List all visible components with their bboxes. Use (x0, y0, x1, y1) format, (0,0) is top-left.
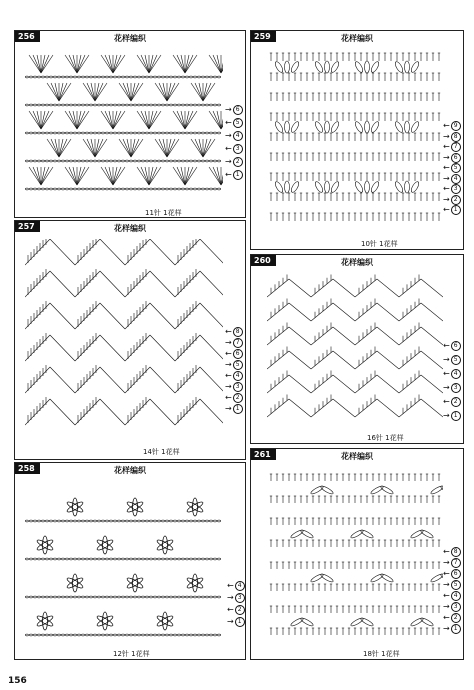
row-label (443, 624, 461, 634)
row-number: 2 (451, 195, 461, 205)
row-label (443, 355, 461, 365)
row-direction-arrow: ← (443, 547, 450, 556)
row-number: 7 (451, 558, 461, 568)
row-label (443, 397, 461, 407)
stitch-repeat-label: 18针 1花样 (363, 650, 400, 658)
row-direction-arrow: → (225, 382, 232, 391)
row-direction-arrow: → (225, 131, 232, 140)
pattern-number: 258 (15, 463, 40, 474)
row-number: 4 (233, 131, 243, 141)
row-direction-arrow: ← (443, 341, 450, 350)
row-number: 4 (451, 591, 461, 601)
row-label (443, 174, 461, 184)
row-direction-arrow: → (227, 617, 234, 626)
row-direction-arrow: ← (443, 569, 450, 578)
pattern-panel-257 (14, 220, 246, 460)
row-direction-arrow: ← (227, 581, 234, 590)
row-number: 6 (451, 569, 461, 579)
row-label (443, 163, 461, 173)
pattern-panel-258 (14, 462, 246, 660)
stitch-diagram (267, 269, 443, 429)
row-label (443, 153, 461, 163)
row-direction-arrow: ← (225, 349, 232, 358)
row-direction-arrow: ← (225, 327, 232, 336)
row-number: 2 (451, 397, 461, 407)
row-direction-arrow: ← (443, 121, 450, 130)
row-number: 3 (451, 184, 461, 194)
pattern-number: 259 (251, 31, 276, 42)
row-direction-arrow: ← (443, 142, 450, 151)
row-label (443, 602, 461, 612)
row-label (443, 411, 461, 421)
row-direction-arrow: ← (443, 205, 450, 214)
row-number: 6 (451, 341, 461, 351)
stitch-repeat-label: 12针 1花样 (113, 650, 150, 658)
row-number: 1 (233, 170, 243, 180)
row-direction-arrow: → (225, 105, 232, 114)
row-label (225, 371, 243, 381)
row-direction-arrow: ← (227, 605, 234, 614)
pattern-title: 花样编织 (114, 224, 146, 233)
row-direction-arrow: → (443, 131, 450, 141)
stitch-diagram (267, 45, 443, 229)
row-number: 4 (451, 369, 461, 379)
row-direction-arrow: → (443, 383, 450, 392)
stitch-diagram (25, 45, 223, 197)
row-number: 8 (233, 327, 243, 337)
row-number: 4 (235, 581, 245, 591)
row-direction-arrow: → (443, 558, 450, 567)
pattern-title: 花样编织 (341, 452, 373, 461)
row-number: 5 (451, 163, 461, 173)
stitch-repeat-label: 14针 1花样 (143, 448, 180, 456)
row-label (227, 605, 245, 615)
row-number: 3 (233, 382, 243, 392)
stitch-diagram (25, 479, 223, 641)
row-number: 3 (451, 383, 461, 393)
crochet-chart (25, 479, 223, 641)
row-label (443, 142, 461, 152)
row-label (443, 341, 461, 351)
pattern-number: 256 (15, 31, 40, 42)
row-label (443, 184, 461, 194)
row-label (227, 581, 245, 591)
pattern-panel-256 (14, 30, 246, 218)
row-direction-arrow: → (443, 355, 450, 364)
row-number: 3 (235, 593, 245, 603)
row-label (225, 338, 243, 348)
row-label (443, 205, 461, 215)
row-label (225, 131, 243, 141)
row-direction-arrow: → (443, 580, 450, 589)
row-label (225, 393, 243, 403)
row-number: 3 (233, 144, 243, 154)
pattern-number: 260 (251, 255, 276, 266)
stitch-diagram (25, 239, 223, 439)
row-number: 5 (451, 580, 461, 590)
row-number: 1 (451, 205, 461, 215)
pattern-title: 花样编织 (341, 34, 373, 43)
pattern-title: 花样编织 (114, 34, 146, 43)
row-direction-arrow: → (443, 602, 450, 611)
row-label (443, 558, 461, 568)
row-direction-arrow: ← (225, 393, 232, 402)
row-direction-arrow: → (443, 624, 450, 633)
pattern-title: 花样编织 (114, 466, 146, 475)
row-label (225, 349, 243, 359)
row-direction-arrow: → (225, 404, 232, 413)
crochet-chart (25, 239, 223, 439)
row-label (227, 593, 245, 603)
row-label (225, 382, 243, 392)
row-number: 2 (233, 393, 243, 403)
row-number: 6 (233, 349, 243, 359)
row-direction-arrow: ← (443, 369, 450, 378)
row-direction-arrow: ← (443, 163, 450, 172)
stitch-diagram (267, 463, 443, 645)
row-number: 2 (233, 157, 243, 167)
row-number: 7 (451, 142, 461, 152)
crochet-chart (267, 269, 443, 429)
row-direction-arrow: ← (443, 397, 450, 406)
row-label (225, 170, 243, 180)
row-label (443, 569, 461, 579)
row-number: 5 (451, 355, 461, 365)
row-label (225, 144, 243, 154)
row-number: 9 (451, 121, 461, 131)
row-direction-arrow: ← (443, 184, 450, 193)
stitch-repeat-label: 10针 1花样 (361, 240, 398, 248)
row-direction-arrow: → (225, 157, 232, 166)
row-label (443, 383, 461, 393)
row-number: 1 (451, 411, 461, 421)
row-label (227, 617, 245, 627)
row-direction-arrow: → (443, 411, 450, 420)
crochet-chart (267, 463, 443, 645)
row-direction-arrow: → (225, 360, 232, 369)
row-label (225, 327, 243, 337)
row-number: 8 (451, 132, 461, 142)
row-direction-arrow: ← (225, 371, 232, 380)
row-label (225, 105, 243, 115)
pattern-number: 257 (15, 221, 40, 232)
row-number: 1 (235, 617, 245, 627)
row-number: 3 (451, 602, 461, 612)
crochet-chart (267, 45, 443, 229)
row-label (443, 547, 461, 557)
row-label (443, 121, 461, 131)
row-label (443, 132, 461, 142)
pattern-panel-260 (250, 254, 464, 444)
row-number: 5 (233, 118, 243, 128)
row-label (443, 613, 461, 623)
row-number: 1 (451, 624, 461, 634)
pattern-number: 261 (251, 449, 276, 460)
row-direction-arrow: → (225, 338, 232, 347)
pattern-panel-259 (250, 30, 464, 250)
row-direction-arrow: ← (225, 144, 232, 153)
row-number: 2 (451, 613, 461, 623)
row-label (225, 118, 243, 128)
row-label (225, 404, 243, 414)
row-label (443, 195, 461, 205)
pattern-title: 花样编织 (341, 258, 373, 267)
row-direction-arrow: ← (443, 591, 450, 600)
row-direction-arrow: → (227, 593, 234, 602)
row-label (443, 369, 461, 379)
page-number: 156 (8, 676, 27, 686)
row-label (443, 580, 461, 590)
row-direction-arrow: → (443, 152, 450, 162)
row-number: 4 (233, 371, 243, 381)
row-label (225, 157, 243, 167)
row-direction-arrow: ← (225, 118, 232, 127)
stitch-repeat-label: 11针 1花样 (145, 209, 182, 217)
row-label (443, 591, 461, 601)
row-direction-arrow: ← (225, 170, 232, 179)
pattern-panel-261 (250, 448, 464, 660)
row-number: 5 (233, 360, 243, 370)
row-number: 7 (233, 338, 243, 348)
row-direction-arrow: ← (443, 613, 450, 622)
row-label (225, 360, 243, 370)
row-number: 8 (451, 547, 461, 557)
stitch-repeat-label: 16针 1花样 (367, 434, 404, 442)
row-direction-arrow: → (443, 173, 450, 183)
row-number: 2 (235, 605, 245, 615)
row-direction-arrow: → (443, 194, 450, 204)
row-number: 4 (451, 174, 461, 184)
row-number: 6 (451, 153, 461, 163)
row-number: 1 (233, 404, 243, 414)
crochet-chart (25, 45, 223, 197)
row-number: 6 (233, 105, 243, 115)
